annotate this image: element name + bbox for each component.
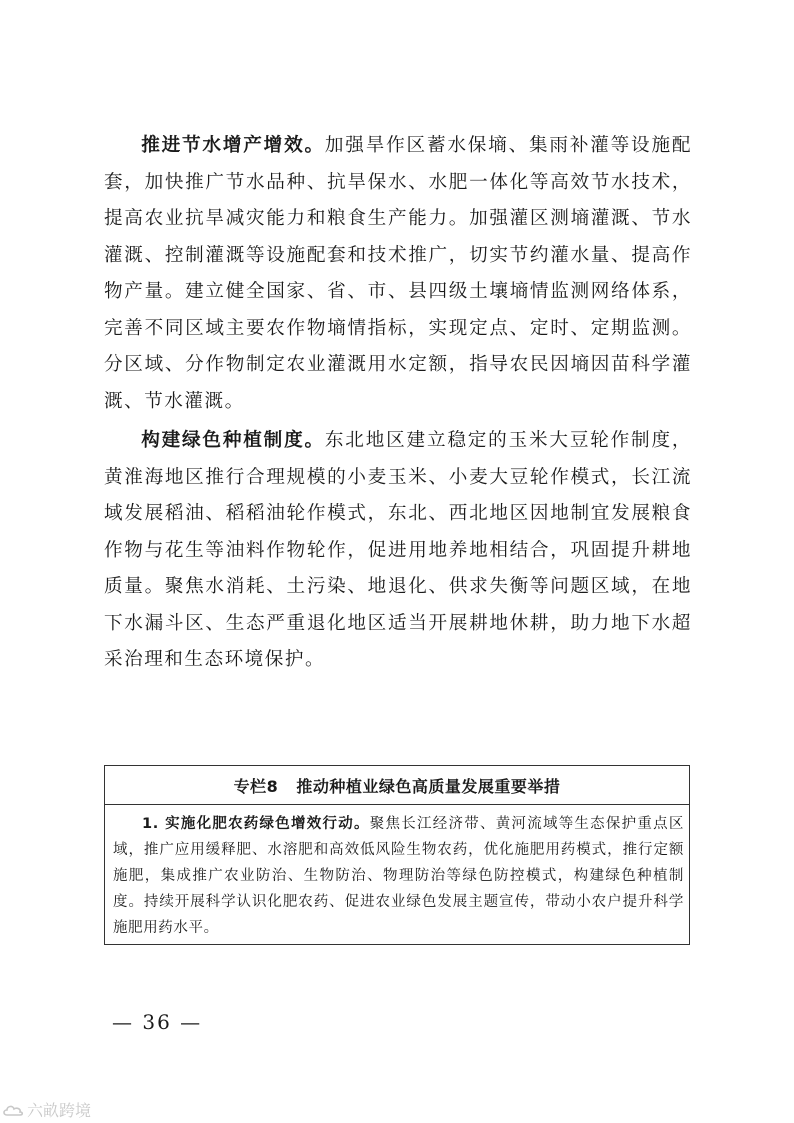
cloud-logo-icon <box>2 1102 24 1118</box>
watermark-text: 六畝跨境 <box>27 1101 92 1120</box>
paragraph-lead: 推进节水增产增效。 <box>141 135 325 156</box>
box-title <box>105 766 689 805</box>
watermark <box>2 1098 91 1121</box>
box-item-lead: 1. 实施化肥农药绿色增效行动。 <box>142 816 370 832</box>
box-label: 专栏8 <box>233 776 279 796</box>
main-text <box>104 128 692 679</box>
box-item <box>105 805 689 941</box>
box-item-body: 聚焦长江经济带、黄河流域等生态保护重点区域，推广应用缓释肥、水溶肥和高效低风险生物农药，优化施肥用药模式，推行定额施肥，集成推广农业防治、生物防治、物理防治等绿色防控模式，构建绿色种植制度。持续开展科学认识化肥农药、促进农业绿色发展主题宣传，带动小农户提升科学施肥用药水平。 <box>113 816 684 936</box>
page-number: — 36 — <box>112 1010 203 1034</box>
paragraph-water-saving <box>104 128 692 420</box>
paragraph-body: 东北地区建立稳定的玉米大豆轮作制度，黄淮海地区推行合理规模的小麦玉米、小麦大豆轮作模式，长江流域发展稻油、稻稻油轮作模式，东北、西北地区因地制宜发展粮食作物与花生等油料作物轮作，促进用地养地相结合，巩固提升耕地质量。聚焦水消耗、土污染、地退化、供求失衡等问题区域，在地下水漏斗区、生态严重退化地区适当开展耕地休耕，助力地下水超采治理和生态环境保护。 <box>104 430 692 670</box>
special-column-box <box>104 765 690 945</box>
paragraph-green-planting <box>104 423 692 679</box>
paragraph-body: 加强旱作区蓄水保墒、集雨补灌等设施配套，加快推广节水品种、抗旱保水、水肥一体化等高效节水技术，提高农业抗旱减灾能力和粮食生产能力。加强灌区测墒灌溉、节水灌溉、控制灌溉等设施配套和技术推广，切实节约灌水量、提高作物产量。建立健全国家、省、市、县四级土壤墒情监测网络体系，完善不同区域主要农作物墒情指标，实现定点、定时、定期监测。分区域、分作物制定农业灌溉用水定额，指导农民因墒因苗科学灌溉、节水灌溉。 <box>104 135 692 412</box>
paragraph-lead: 构建绿色种植制度。 <box>141 430 325 451</box>
box-heading: 推动种植业绿色高质量发展重要举措 <box>296 776 561 796</box>
